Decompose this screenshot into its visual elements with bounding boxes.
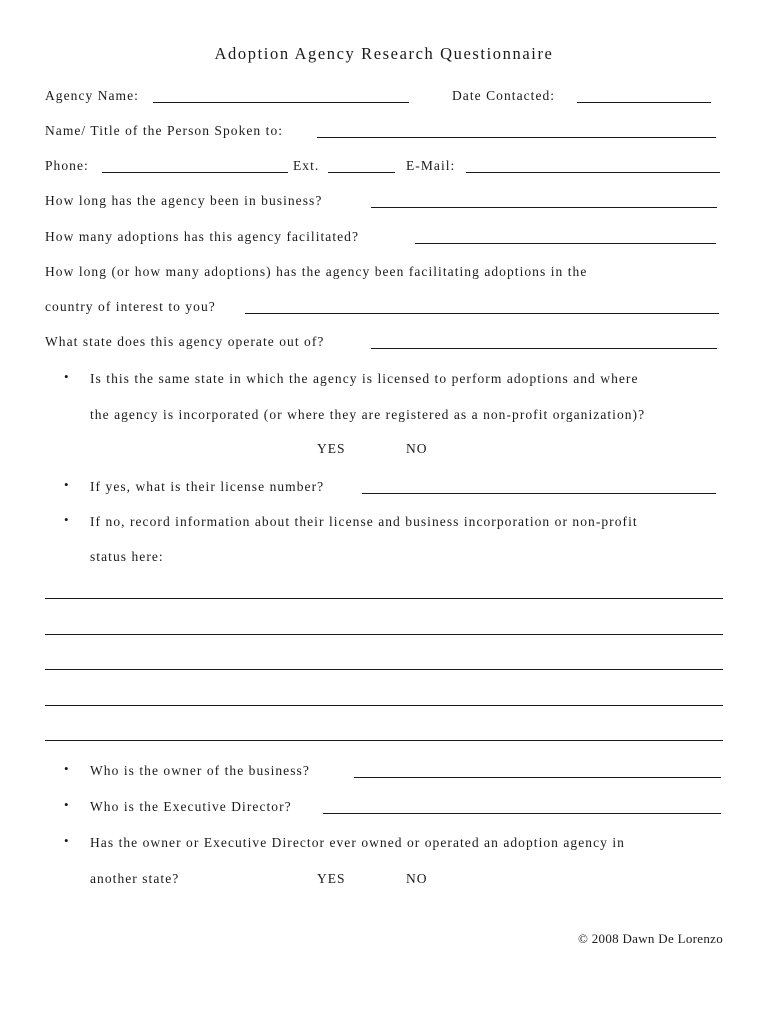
country-question-row-2 [45,296,723,318]
person-spoken-label: Name/ Title of the Person Spoken to: [45,123,284,138]
copyright-footer: © 2008 Dawn De Lorenzo [578,931,723,946]
business-length-row [45,190,723,212]
state-blank[interactable] [371,348,717,349]
other-state-question-line2: another state? [90,871,180,886]
yes-option-2[interactable]: YES [317,871,346,886]
country-question-line2: country of interest to you? [45,299,216,314]
country-question-row-1 [45,261,723,283]
owner-question: Who is the owner of the business? [90,763,310,778]
writing-line[interactable] [45,705,723,706]
date-contacted-row [452,85,723,107]
exec-director-row [90,796,723,818]
bullet-icon: • [64,512,69,527]
writing-line[interactable] [45,669,723,670]
same-state-row-2 [90,404,723,426]
country-blank[interactable] [245,313,719,314]
no-record-row-2 [90,546,723,568]
phone-label: Phone: [45,158,89,173]
no-option-2[interactable]: NO [406,871,428,886]
email-blank[interactable] [466,172,720,173]
phone-blank[interactable] [102,172,288,173]
no-record-line1: If no, record information about their license and business incorporation or non-profit [90,514,638,529]
exec-director-blank[interactable] [323,813,721,814]
business-length-blank[interactable] [371,207,717,208]
date-contacted-label: Date Contacted: [452,88,556,103]
country-question-line1: How long (or how many adoptions) has the agency been facilitating adoptions in the [45,264,588,279]
agency-name-label: Agency Name: [45,88,139,103]
person-spoken-blank[interactable] [317,137,716,138]
person-spoken-row [45,120,723,142]
owner-blank[interactable] [354,777,721,778]
adoptions-count-blank[interactable] [415,243,716,244]
other-state-row-1 [90,832,723,854]
exec-director-question: Who is the Executive Director? [90,799,292,814]
ext-blank[interactable] [328,172,395,173]
writing-line[interactable] [45,598,723,599]
agency-name-blank[interactable] [153,102,409,103]
no-record-row-1 [90,511,723,533]
email-row [406,155,723,177]
business-length-question: How long has the agency been in business? [45,193,323,208]
writing-line[interactable] [45,740,723,741]
same-state-row-1 [90,368,723,390]
no-option-1[interactable]: NO [406,441,428,456]
bullet-icon: • [64,369,69,384]
writing-line[interactable] [45,634,723,635]
yes-option-1[interactable]: YES [317,441,346,456]
state-row [45,331,723,353]
no-record-line2: status here: [90,549,164,564]
license-number-blank[interactable] [362,493,716,494]
bullet-icon: • [64,833,69,848]
license-number-question: If yes, what is their license number? [90,479,325,494]
owner-row [90,760,723,782]
same-state-question-line1: Is this the same state in which the agency is licensed to perform adoptions and where [90,371,639,386]
email-label: E-Mail: [406,158,456,173]
bullet-icon: • [64,761,69,776]
state-question: What state does this agency operate out of? [45,334,325,349]
adoptions-count-row [45,226,723,248]
ext-label: Ext. [293,158,320,173]
other-state-question-line1: Has the owner or Executive Director ever owned or operated an adoption agency in [90,835,625,850]
bullet-icon: • [64,797,69,812]
bullet-icon: • [64,477,69,492]
same-state-question-line2: the agency is incorporated (or where they are registered as a non-profit organization)? [90,407,646,422]
date-contacted-blank[interactable] [577,102,711,103]
adoptions-count-question: How many adoptions has this agency facilitated? [45,229,360,244]
document-title: Adoption Agency Research Questionnaire [214,44,554,63]
license-number-row [90,476,723,498]
